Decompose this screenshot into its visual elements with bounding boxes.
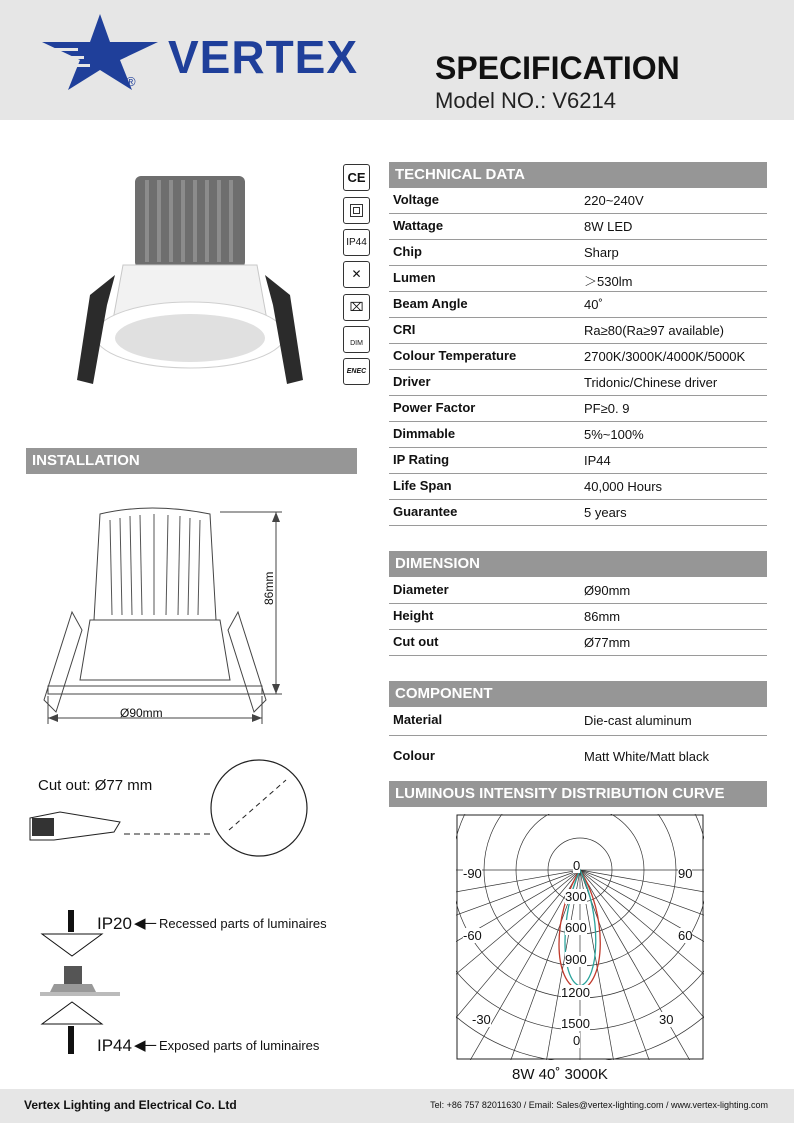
spec-label: Power Factor	[393, 400, 476, 415]
spec-label: Height	[393, 608, 434, 623]
spec-row-driver	[389, 370, 767, 396]
registered-mark: ®	[126, 74, 136, 89]
spec-label: Driver	[393, 374, 431, 389]
spec-row-wattage	[389, 214, 767, 240]
cutout-drawing	[24, 758, 324, 858]
spec-value: Sharp	[584, 245, 619, 260]
installation-heading: INSTALLATION	[26, 448, 357, 474]
spec-row-power-factor	[389, 396, 767, 422]
page-title: SPECIFICATION	[435, 50, 680, 86]
spec-label: Life Span	[393, 478, 452, 493]
spec-label: Voltage	[393, 192, 439, 207]
spec-row-life-span	[389, 474, 767, 500]
spec-value: 8W LED	[584, 219, 633, 234]
curve-heading: LUMINOUS INTENSITY DISTRIBUTION CURVE	[389, 781, 767, 807]
no-insulation-cover-icon: ✕	[343, 261, 370, 288]
spec-label: Beam Angle	[393, 296, 468, 311]
spec-label: Cut out	[393, 634, 439, 649]
dimmable-icon: DIM	[343, 326, 370, 353]
ring-label-900: 900	[565, 952, 587, 967]
ip44-label: IP44	[97, 1036, 132, 1055]
spec-row-beam-angle	[389, 292, 767, 318]
spec-row-cri	[389, 318, 767, 344]
spec-value: PF≥0. 9	[584, 401, 630, 416]
ce-mark-icon: CE	[343, 164, 370, 191]
angle-label-right-60: 60	[678, 928, 693, 943]
ring-label-300: 300	[565, 889, 587, 904]
spec-value: 86mm	[584, 609, 621, 624]
product-image	[55, 170, 325, 400]
ip44-description: Exposed parts of luminaires	[159, 1038, 320, 1053]
weee-bin-icon: ⌧	[343, 294, 370, 321]
installation-drawing	[20, 500, 320, 730]
ring-label-1200: 1200	[561, 985, 590, 1000]
spec-row-height	[389, 604, 767, 630]
spec-row-diameter	[389, 578, 767, 604]
spec-row-colour-temperature	[389, 344, 767, 370]
component-heading: COMPONENT	[389, 681, 767, 707]
spec-value: Die-cast aluminum	[584, 713, 692, 728]
brand-name: VERTEX	[168, 31, 359, 83]
angle-label-left-60: -60	[463, 928, 482, 943]
angle-label-top: 0	[573, 858, 581, 873]
spec-row-ip-rating	[389, 448, 767, 474]
arrow-left-icon: ◀─	[134, 1037, 157, 1054]
technical-data-heading: TECHNICAL DATA	[389, 162, 767, 188]
ip44-icon: IP44	[343, 229, 370, 256]
spec-row-guarantee	[389, 500, 767, 526]
ip20-description: Recessed parts of luminaires	[159, 916, 327, 931]
ring-label-1500: 1500	[561, 1016, 590, 1031]
spec-row-dimmable	[389, 422, 767, 448]
model-number: Model NO.: V6214	[435, 88, 616, 113]
spec-label: Colour Temperature	[393, 348, 517, 363]
angle-label-left-90: -90	[463, 866, 482, 881]
spec-value: Matt White/Matt black	[584, 749, 709, 764]
angle-label-right-90: 90	[678, 866, 693, 881]
contact-info: Tel: +86 757 82011630 / Email: Sales@vertex-lighting.com / www.vertex-lighting.com	[430, 1100, 768, 1110]
spec-value: Tridonic/Chinese driver	[584, 375, 718, 390]
spec-label: Dimmable	[393, 426, 456, 441]
spec-value: IP44	[584, 453, 611, 468]
spec-value: 220~240V	[584, 193, 644, 208]
spec-label: Chip	[393, 244, 422, 259]
spec-value: 2700K/3000K/4000K/5000K	[584, 349, 746, 364]
spec-label: Guarantee	[393, 504, 458, 519]
dimension-heading: DIMENSION	[389, 551, 767, 577]
spec-value: Ra≥80(Ra≥97 available)	[584, 323, 725, 338]
spec-row-lumen	[389, 266, 767, 292]
spec-label: CRI	[393, 322, 416, 337]
arrow-left-icon: ◀─	[134, 915, 157, 932]
spec-value: 5 years	[584, 505, 627, 520]
spec-label: IP Rating	[393, 452, 450, 467]
height-dimension-label: 86mm	[262, 571, 276, 605]
spec-label: Material	[393, 712, 443, 727]
angle-label-left-30: -30	[472, 1012, 491, 1027]
spec-row-chip	[389, 240, 767, 266]
ip20-label: IP20	[97, 914, 132, 933]
spec-value: 5%~100%	[584, 427, 644, 442]
spec-label: Colour	[393, 748, 435, 763]
angle-label-bottom: 0	[573, 1033, 581, 1048]
angle-label-right-30: 30	[659, 1012, 674, 1027]
spec-value: 40,000 Hours	[584, 479, 663, 494]
diameter-dimension-label: Ø90mm	[120, 706, 163, 720]
ring-label-600: 600	[565, 920, 587, 935]
class-ii-icon	[343, 197, 370, 224]
spec-value: Ø90mm	[584, 583, 631, 598]
vertex-star-logo-icon	[40, 12, 160, 92]
spec-value: ＞530lm	[584, 274, 633, 289]
spec-label: Wattage	[393, 218, 444, 233]
cutout-label: Cut out: Ø77 mm	[38, 777, 153, 794]
spec-row-cut-out	[389, 630, 767, 656]
spec-row-colour	[389, 744, 767, 770]
page-footer	[0, 1089, 794, 1123]
spec-row-voltage	[389, 188, 767, 214]
spec-label: Lumen	[393, 270, 436, 285]
curve-caption: 8W 40˚ 3000K	[512, 1066, 608, 1083]
enec-icon: ENEC	[343, 358, 370, 385]
spec-row-material	[389, 708, 767, 736]
spec-value: Ø77mm	[584, 635, 631, 650]
company-name: Vertex Lighting and Electrical Co. Ltd	[24, 1098, 237, 1112]
spec-value: 40˚	[584, 297, 603, 312]
spec-label: Diameter	[393, 582, 449, 597]
page-header	[0, 0, 794, 120]
